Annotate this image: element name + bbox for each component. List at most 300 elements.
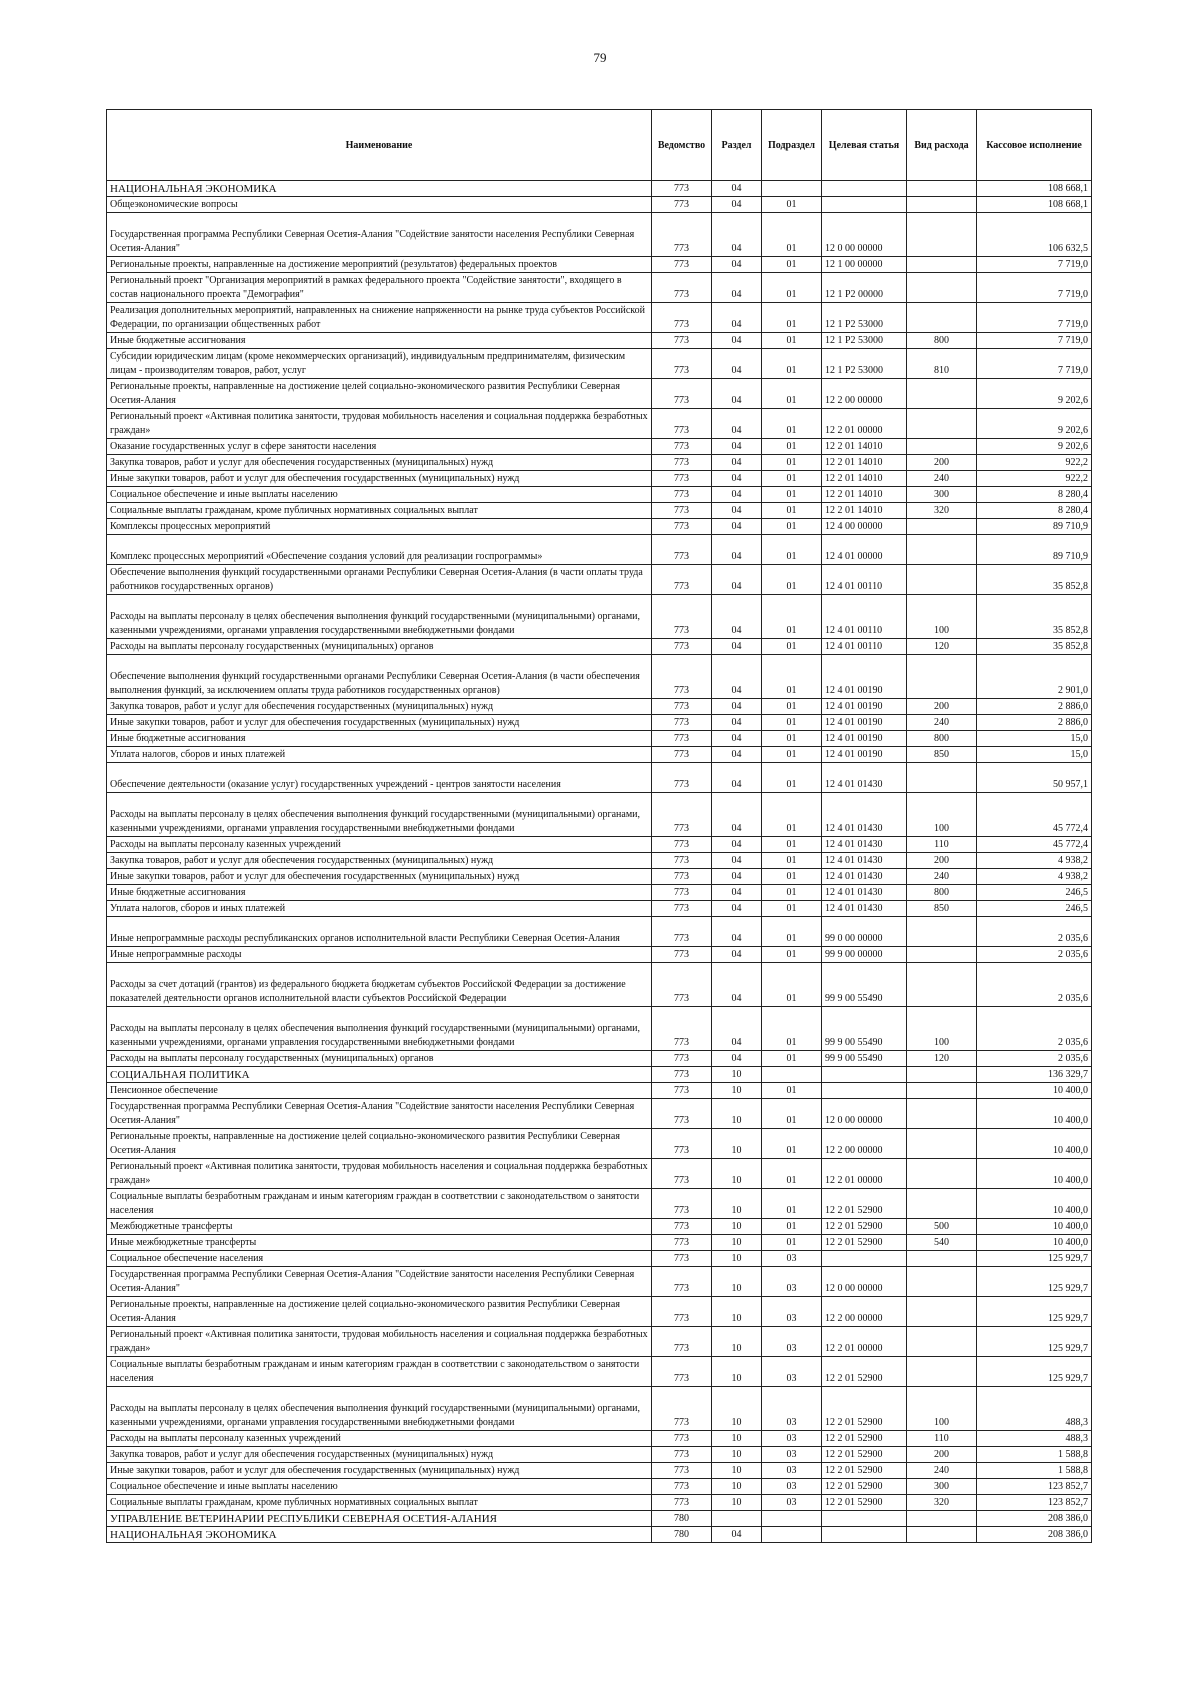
row-name: Оказание государственных услуг в сфере занятости населения xyxy=(107,439,652,455)
row-subsection: 03 xyxy=(762,1357,822,1387)
row-section: 04 xyxy=(712,595,762,639)
row-target: 12 1 00 00000 xyxy=(822,257,907,273)
row-target xyxy=(822,1527,907,1543)
row-subsection: 01 xyxy=(762,439,822,455)
row-execution: 7 719,0 xyxy=(977,303,1092,333)
row-name: Обеспечение выполнения функций государственными органами Республики Северная Осетия-Алания (в части обеспечения выполнения функций, за исключением оплаты труда работников государственных органов) xyxy=(107,655,652,699)
row-expense-type: 800 xyxy=(907,731,977,747)
row-name: Иные закупки товаров, работ и услуг для обеспечения государственных (муниципальных) нужд xyxy=(107,1463,652,1479)
row-execution: 7 719,0 xyxy=(977,333,1092,349)
row-subsection: 03 xyxy=(762,1267,822,1297)
row-expense-type xyxy=(907,1129,977,1159)
row-execution: 123 852,7 xyxy=(977,1495,1092,1511)
row-section: 10 xyxy=(712,1387,762,1431)
row-name: Региональные проекты, направленные на достижение целей социально-экономического развития Республики Северная Осетия-Алания xyxy=(107,379,652,409)
row-section: 04 xyxy=(712,715,762,731)
row-name: Государственная программа Республики Северная Осетия-Алания "Содействие занятости населения Республики Северная Осетия-Алания" xyxy=(107,213,652,257)
row-department: 773 xyxy=(652,699,712,715)
table-row xyxy=(107,869,1092,885)
row-target xyxy=(822,1067,907,1083)
row-department: 773 xyxy=(652,1495,712,1511)
row-name: Социальное обеспечение и иные выплаты населению xyxy=(107,1479,652,1495)
row-department: 773 xyxy=(652,1083,712,1099)
row-name: Расходы на выплаты персоналу казенных учреждений xyxy=(107,1431,652,1447)
row-department: 780 xyxy=(652,1511,712,1527)
row-target: 12 2 01 14010 xyxy=(822,487,907,503)
row-department: 773 xyxy=(652,197,712,213)
table-row xyxy=(107,1463,1092,1479)
row-execution: 45 772,4 xyxy=(977,837,1092,853)
row-execution: 7 719,0 xyxy=(977,257,1092,273)
row-target: 99 9 00 55490 xyxy=(822,963,907,1007)
row-department: 773 xyxy=(652,763,712,793)
row-expense-type xyxy=(907,1511,977,1527)
row-target: 12 4 01 01430 xyxy=(822,885,907,901)
row-section: 10 xyxy=(712,1297,762,1327)
row-section: 04 xyxy=(712,731,762,747)
row-expense-type xyxy=(907,1527,977,1543)
row-target: 12 4 01 01430 xyxy=(822,837,907,853)
row-department: 773 xyxy=(652,595,712,639)
row-execution: 246,5 xyxy=(977,901,1092,917)
budget-execution-table xyxy=(106,109,1092,1543)
row-subsection: 01 xyxy=(762,885,822,901)
table-row xyxy=(107,853,1092,869)
row-section: 04 xyxy=(712,349,762,379)
row-target: 99 0 00 00000 xyxy=(822,917,907,947)
row-target: 12 4 01 00110 xyxy=(822,639,907,655)
row-department: 773 xyxy=(652,715,712,731)
row-expense-type: 100 xyxy=(907,1007,977,1051)
table-row xyxy=(107,535,1092,565)
row-section: 04 xyxy=(712,963,762,1007)
table-row xyxy=(107,471,1092,487)
row-name: Расходы на выплаты персоналу в целях обеспечения выполнения функций государственными (муниципальными) органами, казенными учреждениями, органами управления государственными внебюджетными фондами xyxy=(107,595,652,639)
row-department: 773 xyxy=(652,1067,712,1083)
row-subsection: 01 xyxy=(762,487,822,503)
row-subsection xyxy=(762,1511,822,1527)
row-section: 10 xyxy=(712,1479,762,1495)
header-department: Ведомство xyxy=(652,110,712,181)
row-expense-type: 200 xyxy=(907,455,977,471)
row-expense-type xyxy=(907,1267,977,1297)
table-row xyxy=(107,793,1092,837)
row-execution: 7 719,0 xyxy=(977,349,1092,379)
row-subsection: 01 xyxy=(762,1129,822,1159)
row-subsection: 03 xyxy=(762,1387,822,1431)
row-department: 773 xyxy=(652,1327,712,1357)
row-execution: 10 400,0 xyxy=(977,1219,1092,1235)
row-expense-type xyxy=(907,439,977,455)
table-body xyxy=(107,181,1092,1543)
row-subsection: 03 xyxy=(762,1431,822,1447)
row-execution: 108 668,1 xyxy=(977,181,1092,197)
row-execution: 9 202,6 xyxy=(977,379,1092,409)
row-expense-type xyxy=(907,1327,977,1357)
row-expense-type: 110 xyxy=(907,837,977,853)
row-subsection: 01 xyxy=(762,1219,822,1235)
row-execution: 488,3 xyxy=(977,1431,1092,1447)
table-row xyxy=(107,901,1092,917)
row-subsection: 01 xyxy=(762,853,822,869)
row-section: 04 xyxy=(712,409,762,439)
row-subsection: 01 xyxy=(762,1099,822,1129)
row-name: Региональные проекты, направленные на достижение целей социально-экономического развития Республики Северная Осетия-Алания xyxy=(107,1129,652,1159)
row-department: 773 xyxy=(652,409,712,439)
row-subsection: 01 xyxy=(762,213,822,257)
row-subsection: 01 xyxy=(762,303,822,333)
row-execution: 2 901,0 xyxy=(977,655,1092,699)
table-row xyxy=(107,519,1092,535)
row-expense-type xyxy=(907,409,977,439)
row-execution: 10 400,0 xyxy=(977,1129,1092,1159)
row-execution: 125 929,7 xyxy=(977,1267,1092,1297)
row-target: 12 1 Р2 00000 xyxy=(822,273,907,303)
row-subsection: 01 xyxy=(762,639,822,655)
row-target: 12 2 01 52900 xyxy=(822,1189,907,1219)
row-subsection xyxy=(762,181,822,197)
row-section: 04 xyxy=(712,471,762,487)
table-row xyxy=(107,1387,1092,1431)
row-execution: 922,2 xyxy=(977,455,1092,471)
row-section: 04 xyxy=(712,793,762,837)
row-department: 773 xyxy=(652,257,712,273)
table-row xyxy=(107,1527,1092,1543)
row-department: 773 xyxy=(652,1297,712,1327)
header-expense-type: Вид расхода xyxy=(907,110,977,181)
row-department: 773 xyxy=(652,793,712,837)
table-row xyxy=(107,487,1092,503)
row-section: 04 xyxy=(712,273,762,303)
row-expense-type: 240 xyxy=(907,471,977,487)
row-subsection: 01 xyxy=(762,1007,822,1051)
row-target: 12 2 00 00000 xyxy=(822,379,907,409)
row-name: Расходы на выплаты персоналу государственных (муниципальных) органов xyxy=(107,639,652,655)
row-subsection: 03 xyxy=(762,1327,822,1357)
row-section: 04 xyxy=(712,1007,762,1051)
row-department: 773 xyxy=(652,379,712,409)
table-row xyxy=(107,333,1092,349)
row-execution: 108 668,1 xyxy=(977,197,1092,213)
row-section: 04 xyxy=(712,303,762,333)
row-execution: 125 929,7 xyxy=(977,1251,1092,1267)
row-section: 04 xyxy=(712,565,762,595)
row-target: 12 2 01 14010 xyxy=(822,471,907,487)
row-section: 10 xyxy=(712,1495,762,1511)
row-target: 12 4 01 00190 xyxy=(822,655,907,699)
row-execution: 125 929,7 xyxy=(977,1297,1092,1327)
row-name: Закупка товаров, работ и услуг для обеспечения государственных (муниципальных) нужд xyxy=(107,455,652,471)
row-department: 773 xyxy=(652,1189,712,1219)
row-department: 773 xyxy=(652,213,712,257)
row-execution: 922,2 xyxy=(977,471,1092,487)
row-section: 10 xyxy=(712,1235,762,1251)
row-section: 04 xyxy=(712,455,762,471)
row-execution: 246,5 xyxy=(977,885,1092,901)
row-section: 10 xyxy=(712,1159,762,1189)
row-name: Расходы за счет дотаций (грантов) из федерального бюджета бюджетам субъектов Российской Федерации за достижение показателей деятельности органов исполнительной власти субъектов Российской Федерации xyxy=(107,963,652,1007)
row-target: 12 2 01 52900 xyxy=(822,1463,907,1479)
row-subsection: 01 xyxy=(762,869,822,885)
row-expense-type xyxy=(907,535,977,565)
row-expense-type: 850 xyxy=(907,747,977,763)
table-row xyxy=(107,1235,1092,1251)
table-row xyxy=(107,885,1092,901)
row-name: Расходы на выплаты персоналу в целях обеспечения выполнения функций государственными (муниципальными) органами, казенными учреждениями, органами управления государственными внебюджетными фондами xyxy=(107,793,652,837)
row-target: 12 4 01 00190 xyxy=(822,699,907,715)
row-expense-type xyxy=(907,1083,977,1099)
row-name: СОЦИАЛЬНАЯ ПОЛИТИКА xyxy=(107,1067,652,1083)
row-expense-type: 200 xyxy=(907,853,977,869)
row-target: 12 0 00 00000 xyxy=(822,1099,907,1129)
row-department: 773 xyxy=(652,181,712,197)
row-department: 773 xyxy=(652,1129,712,1159)
row-expense-type xyxy=(907,963,977,1007)
row-target: 12 2 01 52900 xyxy=(822,1447,907,1463)
row-section: 04 xyxy=(712,917,762,947)
row-target: 12 2 01 14010 xyxy=(822,439,907,455)
row-expense-type xyxy=(907,1067,977,1083)
row-section: 10 xyxy=(712,1267,762,1297)
row-target: 12 4 01 00110 xyxy=(822,565,907,595)
row-name: Региональный проект «Активная политика занятости, трудовая мобильность населения и социальная поддержка безработных граждан» xyxy=(107,1159,652,1189)
row-name: Государственная программа Республики Северная Осетия-Алания "Содействие занятости населения Республики Северная Осетия-Алания" xyxy=(107,1099,652,1129)
row-target: 12 4 01 01430 xyxy=(822,793,907,837)
row-execution: 2 886,0 xyxy=(977,715,1092,731)
table-row xyxy=(107,715,1092,731)
row-execution: 9 202,6 xyxy=(977,409,1092,439)
row-department: 773 xyxy=(652,853,712,869)
row-section: 10 xyxy=(712,1083,762,1099)
table-row xyxy=(107,197,1092,213)
row-execution: 7 719,0 xyxy=(977,273,1092,303)
row-subsection: 01 xyxy=(762,1159,822,1189)
row-department: 773 xyxy=(652,1159,712,1189)
row-expense-type xyxy=(907,565,977,595)
row-execution: 10 400,0 xyxy=(977,1099,1092,1129)
table-row xyxy=(107,963,1092,1007)
row-expense-type: 120 xyxy=(907,639,977,655)
table-row xyxy=(107,1327,1092,1357)
row-name: Социальные выплаты безработным гражданам и иным категориям граждан в соответствии с законодательством о занятости населения xyxy=(107,1189,652,1219)
row-subsection: 01 xyxy=(762,349,822,379)
row-subsection: 01 xyxy=(762,409,822,439)
row-target: 99 9 00 00000 xyxy=(822,947,907,963)
row-name: Региональные проекты, направленные на достижение мероприятий (результатов) федеральных проектов xyxy=(107,257,652,273)
row-execution: 488,3 xyxy=(977,1387,1092,1431)
row-name: Региональный проект «Активная политика занятости, трудовая мобильность населения и социальная поддержка безработных граждан» xyxy=(107,409,652,439)
row-name: Комплекс процессных мероприятий «Обеспечение создания условий для реализации госпрограммы» xyxy=(107,535,652,565)
row-section: 04 xyxy=(712,197,762,213)
row-expense-type xyxy=(907,947,977,963)
row-subsection: 01 xyxy=(762,333,822,349)
row-target: 12 2 01 52900 xyxy=(822,1495,907,1511)
row-subsection: 03 xyxy=(762,1297,822,1327)
row-execution: 208 386,0 xyxy=(977,1527,1092,1543)
row-expense-type: 120 xyxy=(907,1051,977,1067)
table-row xyxy=(107,257,1092,273)
row-target: 12 2 01 52900 xyxy=(822,1357,907,1387)
row-name: Расходы на выплаты персоналу казенных учреждений xyxy=(107,837,652,853)
row-department: 773 xyxy=(652,1267,712,1297)
row-name: Общеэкономические вопросы xyxy=(107,197,652,213)
row-department: 773 xyxy=(652,655,712,699)
row-expense-type xyxy=(907,1297,977,1327)
row-name: Региональный проект "Организация мероприятий в рамках федерального проекта "Содействие занятости", входящего в состав национального проекта "Демография" xyxy=(107,273,652,303)
row-department: 773 xyxy=(652,471,712,487)
row-subsection: 01 xyxy=(762,699,822,715)
row-expense-type xyxy=(907,303,977,333)
row-target xyxy=(822,197,907,213)
table-row xyxy=(107,213,1092,257)
row-department: 773 xyxy=(652,439,712,455)
row-department: 773 xyxy=(652,731,712,747)
row-name: Социальные выплаты гражданам, кроме публичных нормативных социальных выплат xyxy=(107,1495,652,1511)
row-expense-type xyxy=(907,1251,977,1267)
row-target: 12 4 01 01430 xyxy=(822,853,907,869)
row-expense-type: 300 xyxy=(907,487,977,503)
row-execution: 10 400,0 xyxy=(977,1159,1092,1189)
row-department: 773 xyxy=(652,869,712,885)
row-expense-type: 240 xyxy=(907,715,977,731)
row-name: Расходы на выплаты персоналу в целях обеспечения выполнения функций государственными (муниципальными) органами, казенными учреждениями, органами управления государственными внебюджетными фондами xyxy=(107,1387,652,1431)
row-execution: 106 632,5 xyxy=(977,213,1092,257)
row-section: 10 xyxy=(712,1099,762,1129)
row-name: Закупка товаров, работ и услуг для обеспечения государственных (муниципальных) нужд xyxy=(107,699,652,715)
row-target: 12 4 01 00000 xyxy=(822,535,907,565)
row-target xyxy=(822,1511,907,1527)
row-department: 773 xyxy=(652,273,712,303)
header-execution: Кассовое исполнение xyxy=(977,110,1092,181)
row-department: 773 xyxy=(652,1007,712,1051)
row-target: 12 2 01 52900 xyxy=(822,1479,907,1495)
row-expense-type: 200 xyxy=(907,1447,977,1463)
row-subsection: 01 xyxy=(762,455,822,471)
row-name: Иные непрограммные расходы xyxy=(107,947,652,963)
row-target: 12 4 01 01430 xyxy=(822,869,907,885)
table-row xyxy=(107,1051,1092,1067)
row-name: Обеспечение деятельности (оказание услуг) государственных учреждений - центров занятости населения xyxy=(107,763,652,793)
row-department: 773 xyxy=(652,747,712,763)
row-subsection: 01 xyxy=(762,257,822,273)
table-row xyxy=(107,1431,1092,1447)
row-section: 10 xyxy=(712,1431,762,1447)
row-target: 12 1 Р2 53000 xyxy=(822,349,907,379)
row-department: 773 xyxy=(652,1219,712,1235)
row-expense-type xyxy=(907,181,977,197)
row-section: 10 xyxy=(712,1447,762,1463)
row-target xyxy=(822,1251,907,1267)
row-subsection: 01 xyxy=(762,763,822,793)
row-department: 773 xyxy=(652,885,712,901)
table-row xyxy=(107,1251,1092,1267)
row-name: Социальное обеспечение и иные выплаты населению xyxy=(107,487,652,503)
row-expense-type xyxy=(907,763,977,793)
row-subsection: 01 xyxy=(762,379,822,409)
row-target: 12 2 00 00000 xyxy=(822,1129,907,1159)
row-name: Иные бюджетные ассигнования xyxy=(107,885,652,901)
header-section: Раздел xyxy=(712,110,762,181)
row-execution: 10 400,0 xyxy=(977,1083,1092,1099)
table-row xyxy=(107,455,1092,471)
row-section: 04 xyxy=(712,639,762,655)
row-target: 12 2 01 00000 xyxy=(822,1327,907,1357)
table-row xyxy=(107,409,1092,439)
row-execution: 2 886,0 xyxy=(977,699,1092,715)
row-expense-type xyxy=(907,257,977,273)
table-row xyxy=(107,565,1092,595)
row-target: 12 2 01 52900 xyxy=(822,1235,907,1251)
row-name: Иные закупки товаров, работ и услуг для обеспечения государственных (муниципальных) нужд xyxy=(107,715,652,731)
row-department: 780 xyxy=(652,1527,712,1543)
row-department: 773 xyxy=(652,901,712,917)
row-subsection: 01 xyxy=(762,1235,822,1251)
row-execution: 1 588,8 xyxy=(977,1447,1092,1463)
row-target: 12 4 00 00000 xyxy=(822,519,907,535)
table-row xyxy=(107,1007,1092,1051)
row-department: 773 xyxy=(652,349,712,379)
row-expense-type: 240 xyxy=(907,1463,977,1479)
row-section: 04 xyxy=(712,853,762,869)
row-name: Иные непрограммные расходы республиканских органов исполнительной власти Республики Северная Осетия-Алания xyxy=(107,917,652,947)
row-subsection xyxy=(762,1527,822,1543)
row-name: Обеспечение выполнения функций государственными органами Республики Северная Осетия-Алания (в части оплаты труда работников государственных органов) xyxy=(107,565,652,595)
table-row xyxy=(107,1511,1092,1527)
row-target: 12 2 00 00000 xyxy=(822,1297,907,1327)
row-name: Расходы на выплаты персоналу в целях обеспечения выполнения функций государственными (муниципальными) органами, казенными учреждениями, органами управления государственными внебюджетными фондами xyxy=(107,1007,652,1051)
row-name: Социальные выплаты безработным гражданам и иным категориям граждан в соответствии с законодательством о занятости населения xyxy=(107,1357,652,1387)
row-department: 773 xyxy=(652,1235,712,1251)
row-target: 12 0 00 00000 xyxy=(822,1267,907,1297)
row-target xyxy=(822,181,907,197)
row-name: Закупка товаров, работ и услуг для обеспечения государственных (муниципальных) нужд xyxy=(107,1447,652,1463)
row-expense-type xyxy=(907,1357,977,1387)
row-target: 12 4 01 00110 xyxy=(822,595,907,639)
row-target: 12 2 01 14010 xyxy=(822,455,907,471)
row-section xyxy=(712,1511,762,1527)
table-row xyxy=(107,731,1092,747)
row-expense-type: 800 xyxy=(907,885,977,901)
row-department: 773 xyxy=(652,917,712,947)
table-row xyxy=(107,503,1092,519)
row-section: 04 xyxy=(712,869,762,885)
row-section: 04 xyxy=(712,1051,762,1067)
table-row xyxy=(107,917,1092,947)
row-subsection: 01 xyxy=(762,1083,822,1099)
table-row xyxy=(107,303,1092,333)
row-section: 04 xyxy=(712,257,762,273)
row-department: 773 xyxy=(652,487,712,503)
row-execution: 10 400,0 xyxy=(977,1235,1092,1251)
row-execution: 35 852,8 xyxy=(977,565,1092,595)
row-section: 04 xyxy=(712,535,762,565)
row-department: 773 xyxy=(652,1479,712,1495)
table-row xyxy=(107,1357,1092,1387)
row-section: 10 xyxy=(712,1219,762,1235)
row-target: 12 4 01 01430 xyxy=(822,901,907,917)
row-name: Расходы на выплаты персоналу государственных (муниципальных) органов xyxy=(107,1051,652,1067)
row-name: Уплата налогов, сборов и иных платежей xyxy=(107,747,652,763)
row-department: 773 xyxy=(652,455,712,471)
row-name: НАЦИОНАЛЬНАЯ ЭКОНОМИКА xyxy=(107,1527,652,1543)
row-execution: 2 035,6 xyxy=(977,963,1092,1007)
row-name: Иные межбюджетные трансферты xyxy=(107,1235,652,1251)
row-department: 773 xyxy=(652,947,712,963)
row-expense-type: 200 xyxy=(907,699,977,715)
row-execution: 89 710,9 xyxy=(977,535,1092,565)
table-row xyxy=(107,1495,1092,1511)
row-subsection: 01 xyxy=(762,595,822,639)
